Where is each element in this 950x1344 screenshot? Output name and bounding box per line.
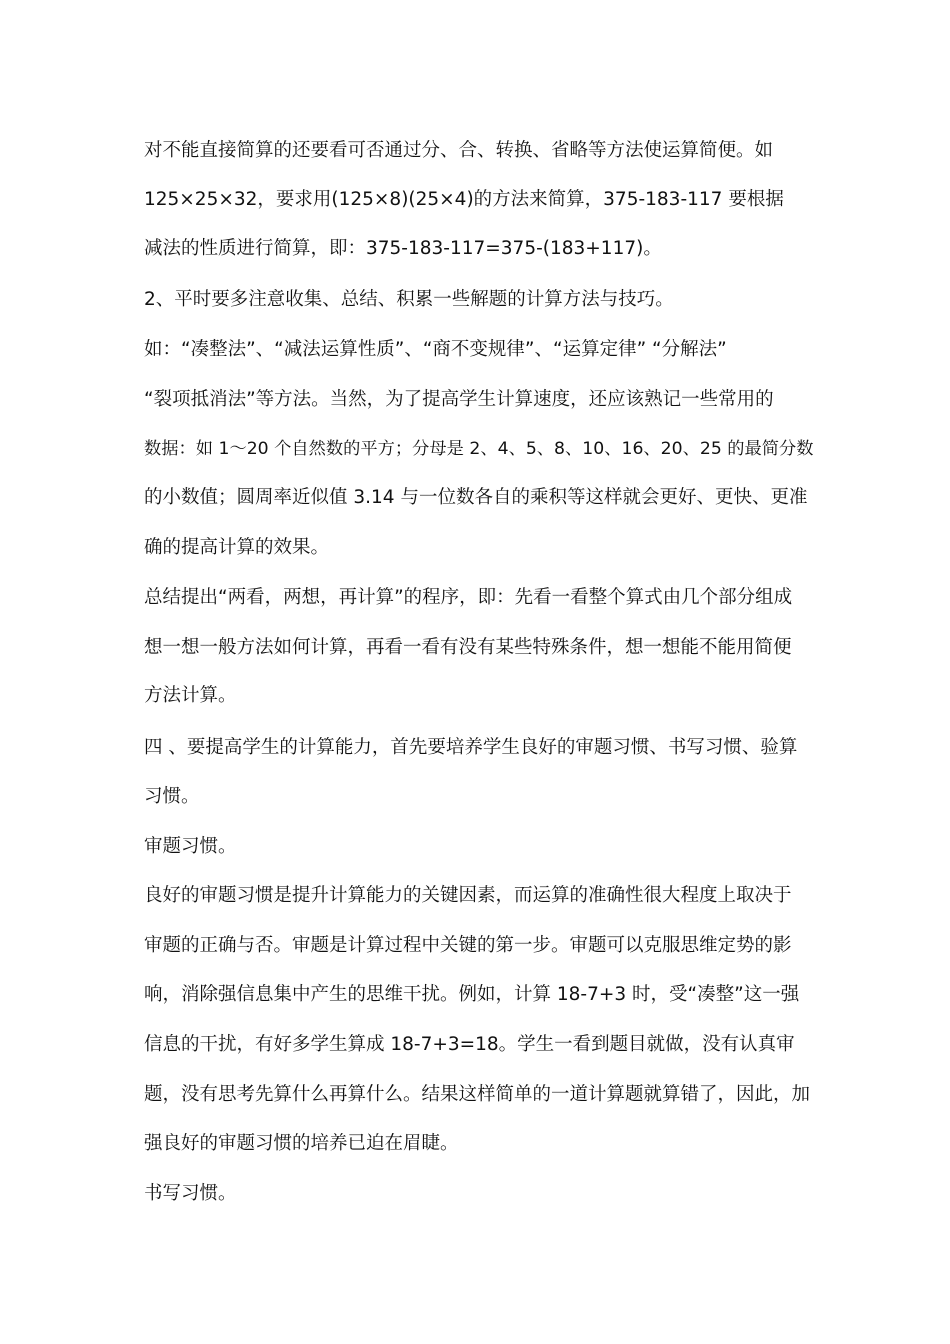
text-line: 审题的正确与否。审题是计算过程中关键的第一步。审题可以克服思维定势的影: [144, 935, 792, 956]
text-line: 信息的干扰，有好多学生算成 18-7+3=18。学生一看到题目就做，没有认真审: [144, 1034, 795, 1055]
text-line: 题，没有思考先算什么再算什么。结果这样简单的一道计算题就算错了，因此，加: [144, 1084, 811, 1105]
text-line: 习惯。: [144, 786, 200, 807]
text-line: 强良好的审题习惯的培养已迫在眉睫。: [144, 1133, 459, 1154]
text-line: 125×25×32，要求用(125×8)(25×4)的方法来简算，375-183-117 要根据: [144, 189, 784, 210]
text-line: 响，消除强信息集中产生的思维干扰。例如，计算 18-7+3 时，受“凑整”这一强: [144, 984, 800, 1005]
text-line: 想一想一般方法如何计算，再看一看有没有某些特殊条件，想一想能不能用简便: [144, 637, 792, 658]
text-line: 减法的性质进行简算，即：375-183-117=375-(183+117)。: [144, 238, 662, 259]
text-line: 四 、要提高学生的计算能力，首先要培养学生良好的审题习惯、书写习惯、验算: [144, 737, 798, 758]
text-line: 2、平时要多注意收集、总结、积累一些解题的计算方法与技巧。: [144, 289, 674, 310]
text-line: 如：“凑整法”、“减法运算性质”、“商不变规律”、“运算定律” “分解法”: [144, 339, 727, 360]
section-heading: 审题习惯。: [144, 836, 237, 857]
text-line: 良好的审题习惯是提升计算能力的关键因素，而运算的准确性很大程度上取决于: [144, 885, 792, 906]
text-line: 确的提高计算的效果。: [144, 537, 330, 558]
text-line: 对不能直接简算的还要看可否通过分、合、转换、省略等方法使运算简便。如: [144, 140, 774, 161]
text-line: 的小数值；圆周率近似值 3.14 与一位数各自的乘积等这样就会更好、更快、更准: [144, 487, 808, 508]
section-heading: 书写习惯。: [144, 1183, 237, 1204]
text-line: “裂项抵消法”等方法。当然，为了提高学生计算速度，还应该熟记一些常用的: [144, 389, 774, 410]
text-line: 数据：如 1～20 个自然数的平方；分母是 2、4、5、8、10、16、20、25 的最简分数: [144, 439, 814, 459]
text-line: 方法计算。: [144, 685, 237, 706]
text-line: 总结提出“两看，两想，再计算”的程序，即：先看一看整个算式由几个部分组成: [144, 587, 793, 608]
